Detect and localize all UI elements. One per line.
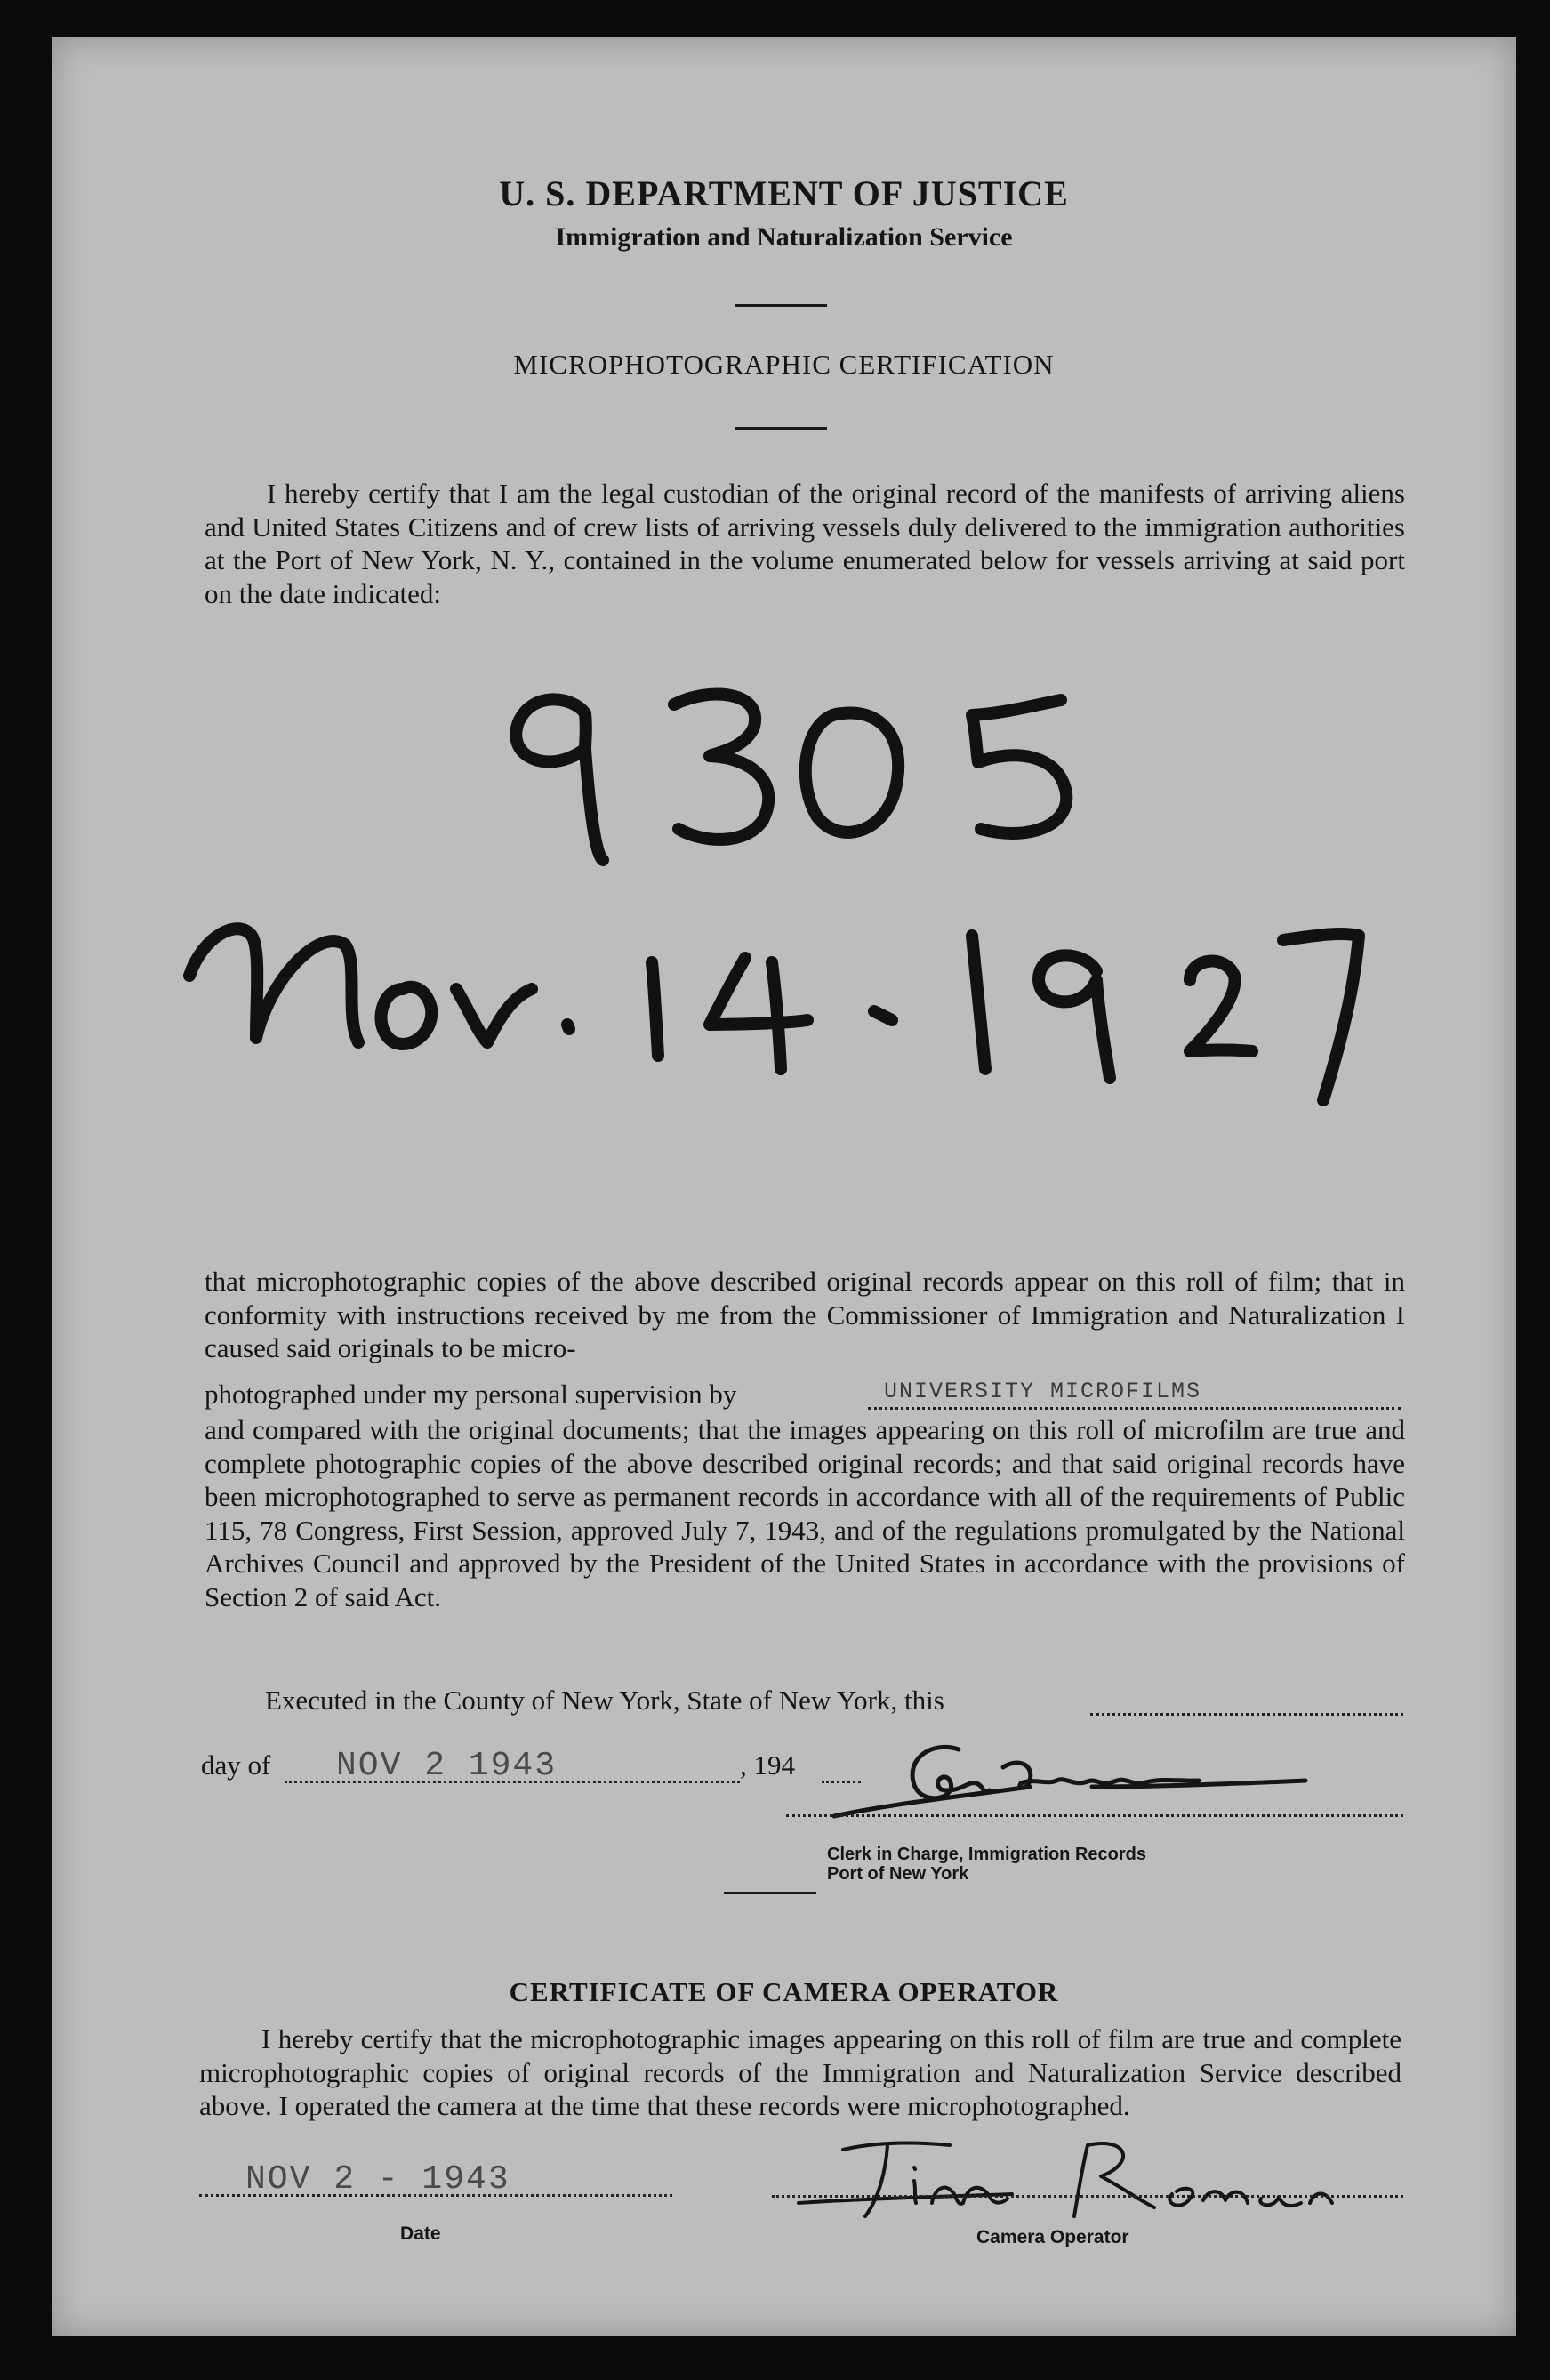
body-text-part1: that microphotographic copies of the above described original records appear on this roll of film; that in conformity with instructions received by me from the Commissioner of Immigration and Naturalization I caused said originals to be micro- xyxy=(205,1266,1405,1363)
custodian-paragraph xyxy=(205,477,1405,610)
camera-date-label: Date xyxy=(400,2223,441,2244)
clerk-location: Port of New York xyxy=(827,1864,969,1884)
supervisor-typed-value: UNIVERSITY MICROFILMS xyxy=(884,1379,1202,1404)
header-divider-bottom xyxy=(735,427,827,430)
camera-certificate-title: CERTIFICATE OF CAMERA OPERATOR xyxy=(509,1976,1059,2007)
operator-label: Camera Operator xyxy=(976,2227,1129,2247)
section-divider xyxy=(724,1892,816,1894)
supervision-line xyxy=(205,1379,736,1411)
year-prefix: , 194 xyxy=(740,1749,795,1781)
execution-date-stamp: NOV 2 1943 xyxy=(336,1747,558,1785)
executed-day-field xyxy=(1090,1690,1403,1716)
day-of-label: day of xyxy=(201,1749,271,1781)
clerk-signature-line xyxy=(786,1805,1403,1817)
handwritten-volume-number xyxy=(516,695,1066,860)
operator-signature-line xyxy=(772,2177,1403,2198)
service-subheading: Immigration and Naturalization Service xyxy=(555,222,1013,252)
header-divider-top xyxy=(735,304,827,307)
clerk-title: Clerk in Charge, Immigration Records xyxy=(827,1845,1146,1864)
camera-certificate-paragraph xyxy=(199,2022,1401,2123)
body-paragraph-part1 xyxy=(205,1265,1405,1365)
department-heading: U. S. DEPARTMENT OF JUSTICE xyxy=(499,173,1069,213)
operator-signature xyxy=(781,2127,1403,2225)
day-of-field xyxy=(285,1747,740,1785)
executed-text: Executed in the County of New York, State of New York, this xyxy=(265,1684,944,1716)
camera-date-field xyxy=(199,2160,672,2199)
executed-line xyxy=(265,1684,944,1717)
body-paragraph-part2 xyxy=(205,1413,1405,1613)
certification-title: MICROPHOTOGRAPHIC CERTIFICATION xyxy=(513,349,1055,380)
camera-certificate-text: I hereby certify that the microphotographic images appearing on this roll of film are true and complete microphotographic copies of original records of the Immigration and Naturalization Service described above. I operated the camera at the time that these records were microphotographed. xyxy=(199,2023,1401,2121)
handwritten-arrival-date xyxy=(189,929,1359,1100)
camera-date-stamp: NOV 2 - 1943 xyxy=(245,2160,510,2199)
supervision-prefix: photographed under my personal supervision by xyxy=(205,1379,737,1410)
body-text-part2: and compared with the original documents; that the images appearing on this roll of microfilm are true and complete photographic copies of the above described original records; and that said original records have been microphotographed to serve as permanent records in accordance with all of the requirements of Public 115, 78 Congress, First Session, approved July 7, 1943, and of the regulations promulgated by the National Archives Council and approved by the President of the United States in accordance with the provisions of Section 2 of said Act. xyxy=(205,1414,1405,1612)
supervisor-field xyxy=(868,1380,1401,1410)
certificate-page xyxy=(52,37,1516,2336)
custodian-text: I hereby certify that I am the legal custodian of the original record of the manifests of arriving aliens and United States Citizens and of crew lists of arriving vessels duly delivered to the immigration authorities at the Port of New York, N. Y., contained in the volume enumerated below for vessels arriving at said port on the date indicated: xyxy=(205,478,1405,609)
